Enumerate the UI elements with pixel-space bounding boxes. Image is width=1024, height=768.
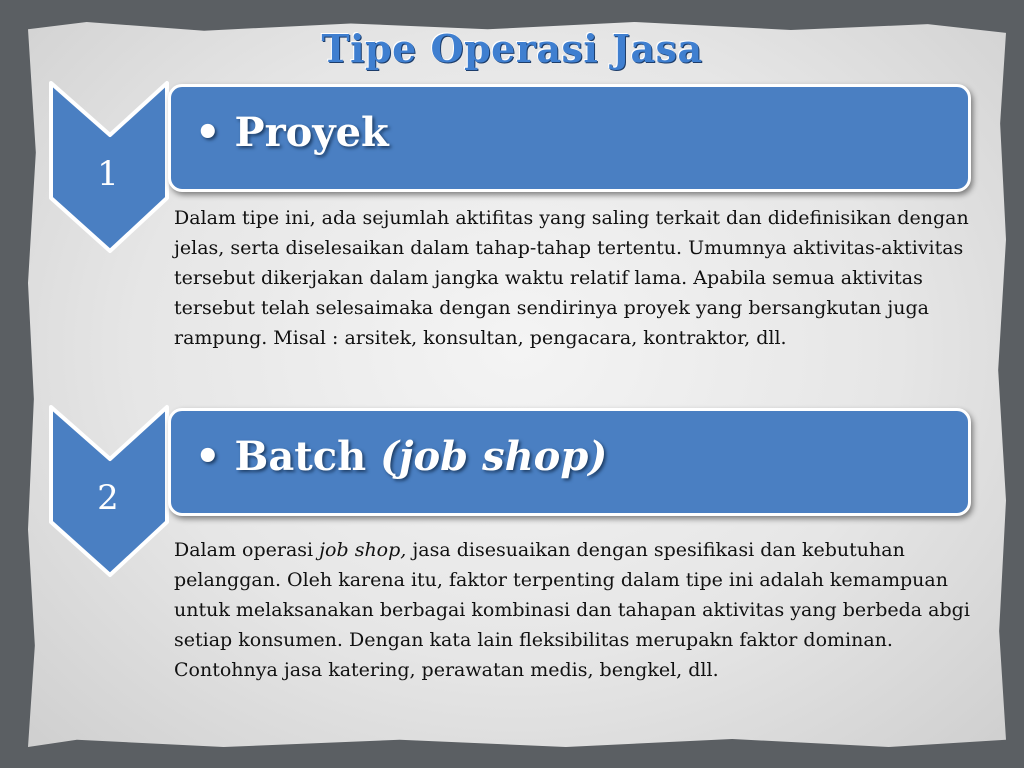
step-1-description [174,203,994,353]
step-1-bullet: • [195,109,221,156]
slide-title: Tipe Operasi Jasa [321,26,703,71]
step-2-description-italic: job shop, [319,539,407,561]
step-2-heading-italic: (job shop) [380,433,608,480]
step-1-heading-text: Proyek [234,109,389,156]
step-2-description [174,535,994,685]
step-2-heading [195,433,607,480]
step-1-heading [195,109,389,156]
step-2-description-text: jasa disesuaikan dengan spesifikasi dan kebutuhan pelanggan. Oleh karena itu, faktor terpenting dalam tipe ini adalah kemampuan untuk melaksanakan berbagai kombinasi dan tahapan aktivitas yang berbeda abgi setiap konsumen. Dengan kata lain fleksibilitas merupakn faktor dominan. Contohnya jasa katering, perawatan medis, bengkel, dll. [174,539,970,681]
step-2-bullet: • [195,433,221,480]
step-1-description-text: Dalam tipe ini, ada sejumlah aktifitas yang saling terkait dan didefinisikan dengan jelas, serta diselesaikan dalam tahap-tahap tertentu. Umumnya aktivitas-aktivitas tersebut dikerjakan dalam jangka waktu relatif lama. Apabila semua aktivitas tersebut telah selesaimaka dengan sendirinya proyek yang bersangkutan juga rampung. Misal : arsitek, konsultan, pengacara, kontraktor, dll. [174,207,969,349]
step-2-number: 2 [97,478,119,518]
step-2-heading-band [168,408,971,516]
step-1-number: 1 [97,154,119,194]
step-2-chevron [48,404,170,579]
step-1-chevron [48,80,170,255]
step-1-heading-band [168,84,971,192]
step-2-description-prefix: Dalam operasi [174,539,320,561]
step-2-heading-text: Batch [234,433,381,480]
